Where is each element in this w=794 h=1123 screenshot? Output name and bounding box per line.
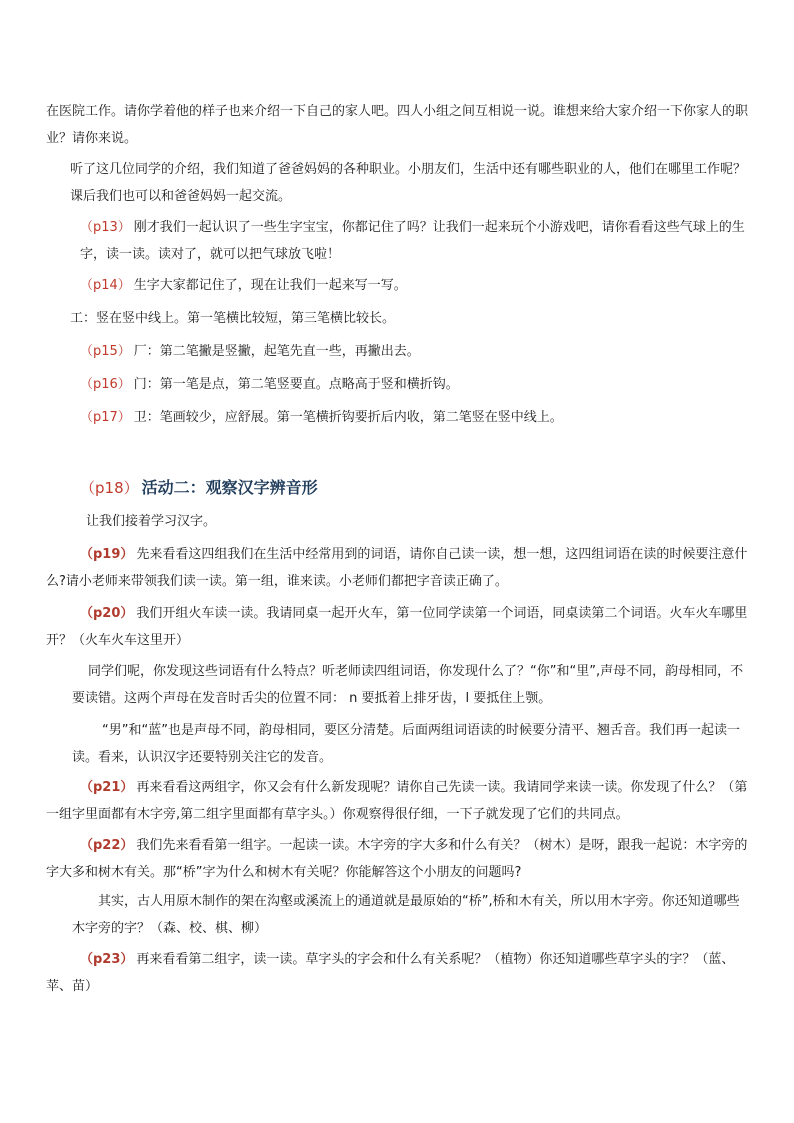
page-tag: （p22） xyxy=(80,838,134,853)
paragraph-pronunciation xyxy=(72,658,751,712)
paragraph-text: 刚才我们一起认识了一些生字宝宝，你都记住了吗？让我们一起来玩个小游戏吧，请你看看这些气球上的生字，读一读。读对了，就可以把气球放飞啦！ xyxy=(80,220,745,262)
paragraph-text: 让我们接着学习汉字。 xyxy=(86,514,217,529)
paragraph-text: 工：竖在竖中线上。第一笔横比较短，第三笔横比较长。 xyxy=(70,311,396,326)
paragraph-text: 我们先来看看第一组字。一起读一读。木字旁的字大多和什么有关？（树木）是呀，跟我一起说：木字旁的字大多和树木有关。那“桥”字为什么和树木有关呢？你能解答这个小朋友的问题吗? xyxy=(46,838,748,880)
page-tag: （p19） xyxy=(80,547,134,562)
paragraph-text: 我们开组火车读一读。我请同桌一起开火车，第一位同学读第一个词语，同桌读第二个词语。火车火车哪里开？（火车火车这里开） xyxy=(46,606,748,648)
paragraph-careers xyxy=(70,156,751,210)
page-tag: （p21） xyxy=(80,780,134,795)
section-title: 活动二：观察汉字辨音形 xyxy=(141,478,318,497)
paragraph-p21 xyxy=(46,774,751,828)
page-tag: （p23） xyxy=(80,952,134,967)
page-tag: （p15） xyxy=(80,344,131,359)
paragraph-gong xyxy=(70,305,751,332)
paragraph-p23 xyxy=(46,946,751,1000)
paragraph-p20 xyxy=(46,600,751,654)
section-heading xyxy=(80,475,318,501)
paragraph-text: “男”和“蓝”也是声母不同，韵母相同，要区分清楚。后面两组词语读的时候要分清平、翘舌音。我们再一起读一读。看来，认识汉字还要特别关注它的发音。 xyxy=(72,723,740,765)
paragraph-family-intro xyxy=(46,98,751,152)
paragraph-p17 xyxy=(80,404,751,431)
paragraph-text: 厂：第二笔撇是竖撇，起笔先直一些，再撇出去。 xyxy=(133,344,420,359)
page-tag: （p18） xyxy=(80,479,139,497)
paragraph-nan-lan xyxy=(72,717,751,771)
paragraph-text: 门：第一笔是点，第二笔竖要直。点略高于竖和横折钩。 xyxy=(133,377,459,392)
paragraph-p14 xyxy=(80,272,751,299)
paragraph-text: 在医院工作。请你学着他的样子也来介绍一下自己的家人吧。四人小组之间互相说一说。谁想来给大家介绍一下你家人的职业？请你来说。 xyxy=(46,104,749,146)
paragraph-intro xyxy=(86,508,751,535)
paragraph-text: 生字大家都记住了，现在让我们一起来写一写。 xyxy=(133,278,407,293)
page-tag: （p13） xyxy=(80,220,131,235)
paragraph-text: 卫：笔画较少，应舒展。第一笔横折钩要折后内收，第二笔竖在竖中线上。 xyxy=(133,410,563,425)
paragraph-text: 再来看看第二组字，读一读。草字头的字会和什么有关系呢？（植物）你还知道哪些草字头的字？（蓝、苹、苗） xyxy=(46,952,735,994)
paragraph-p22 xyxy=(46,832,751,886)
paragraph-p13 xyxy=(80,214,751,268)
paragraph-p15 xyxy=(80,338,751,365)
paragraph-p19 xyxy=(46,541,751,595)
paragraph-text: 再来看看这两组字，你又会有什么新发现呢？请你自己先读一读。我请同学来读一读。你发现了什么？（第一组字里面都有木字旁,第二组字里面都有草字头。）你观察得很仔细，一下子就发现了它们的共同点。 xyxy=(46,780,748,822)
paragraph-text: 其实，古人用原木制作的架在沟壑或溪流上的通道就是最原始的“桥”,桥和木有关，所以用木字旁。你还知道哪些木字旁的字？（森、校、棋、柳） xyxy=(72,894,740,936)
page-tag: （p20） xyxy=(80,606,134,621)
paragraph-text: 听了这几位同学的介绍，我们知道了爸爸妈妈的各种职业。小朋友们，生活中还有哪些职业的人，他们在哪里工作呢？课后我们也可以和爸爸妈妈一起交流。 xyxy=(70,162,747,204)
paragraph-bridge xyxy=(72,888,751,942)
paragraph-text: 先来看看这四组我们在生活中经常用到的词语，请你自己读一读，想一想，这四组词语在读的时候要注意什么?请小老师来带领我们读一读。第一组，谁来读。小老师们都把字音读正确了。 xyxy=(46,547,748,589)
page-tag: （p17） xyxy=(80,410,131,425)
page-tag: （p16） xyxy=(80,377,131,392)
paragraph-text: 同学们呢，你发现这些词语有什么特点？听老师读四组词语，你发现什么了？“你”和“里”,声母不同，韵母相同，不要读错。这两个声母在发音时舌尖的位置不同： n 要抵着上排牙齿，l 要抵住上颚。 xyxy=(72,664,744,706)
page-tag: （p14） xyxy=(80,278,131,293)
paragraph-p16 xyxy=(80,371,751,398)
